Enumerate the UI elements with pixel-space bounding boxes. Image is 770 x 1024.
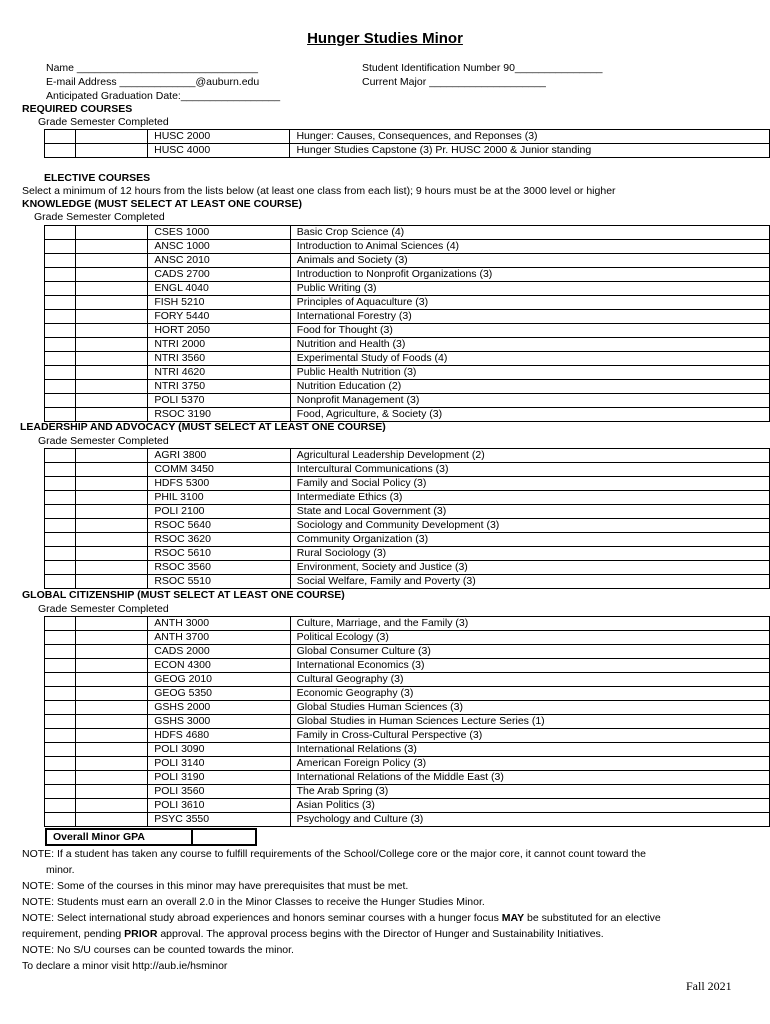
- course-row: [45, 366, 770, 380]
- semester-cell[interactable]: [75, 701, 147, 715]
- semester-cell[interactable]: [75, 673, 147, 687]
- semester-cell[interactable]: [75, 254, 148, 268]
- course-title: Social Welfare, Family and Poverty (3): [290, 575, 769, 589]
- semester-cell[interactable]: [75, 617, 147, 631]
- grade-cell[interactable]: [45, 254, 76, 268]
- course-title: Asian Politics (3): [290, 799, 769, 813]
- course-row: [45, 715, 770, 729]
- grade-cell[interactable]: [45, 631, 76, 645]
- semester-cell[interactable]: [75, 561, 148, 575]
- course-code: RSOC 3620: [148, 533, 290, 547]
- course-title: Public Health Nutrition (3): [290, 366, 769, 380]
- semester-cell[interactable]: [75, 282, 148, 296]
- semester-cell[interactable]: [75, 477, 148, 491]
- semester-cell[interactable]: [75, 813, 147, 827]
- email-field[interactable]: E-mail Address _____________@auburn.edu: [46, 76, 260, 88]
- course-code: PSYC 3550: [148, 813, 290, 827]
- grade-cell[interactable]: [45, 240, 76, 254]
- leadership-column-header: Grade Semester Completed: [38, 435, 169, 447]
- grade-cell[interactable]: [45, 533, 76, 547]
- course-title: Rural Sociology (3): [290, 547, 769, 561]
- course-title: Economic Geography (3): [290, 687, 769, 701]
- course-row: [45, 394, 770, 408]
- course-title: American Foreign Policy (3): [290, 757, 769, 771]
- course-row: [45, 673, 770, 687]
- course-row: [45, 533, 770, 547]
- overall-gpa-label: Overall Minor GPA: [47, 830, 193, 844]
- semester-cell[interactable]: [75, 743, 147, 757]
- grade-cell[interactable]: [45, 296, 76, 310]
- course-row: [45, 254, 770, 268]
- note-4: NOTE: Select international study abroad experiences and honors seminar courses with a hunger focus MAY be substituted for an elective: [22, 912, 661, 924]
- course-code: NTRI 3750: [148, 380, 290, 394]
- course-row: [45, 338, 770, 352]
- semester-cell[interactable]: [75, 729, 147, 743]
- grade-cell[interactable]: [45, 282, 76, 296]
- semester-cell[interactable]: [75, 226, 148, 240]
- course-title: Intermediate Ethics (3): [290, 491, 769, 505]
- course-code: FORY 5440: [148, 310, 290, 324]
- course-code: CSES 1000: [148, 226, 290, 240]
- course-title: Global Studies in Human Sciences Lecture Series (1): [290, 715, 769, 729]
- note-2: NOTE: Some of the courses in this minor may have prerequisites that must be met.: [22, 880, 409, 892]
- grade-cell[interactable]: [45, 338, 76, 352]
- course-row: [45, 505, 770, 519]
- grade-cell[interactable]: [45, 547, 76, 561]
- semester-cell[interactable]: [75, 533, 148, 547]
- course-row: [45, 631, 770, 645]
- course-row: [45, 757, 770, 771]
- grade-cell[interactable]: [45, 226, 76, 240]
- course-code: RSOC 5510: [148, 575, 290, 589]
- course-title: Food, Agriculture, & Society (3): [290, 408, 769, 422]
- course-title: International Relations of the Middle East (3): [290, 771, 769, 785]
- course-code: AGRI 3800: [148, 449, 290, 463]
- name-field[interactable]: Name _______________________________: [46, 62, 258, 74]
- grade-cell[interactable]: [45, 366, 76, 380]
- course-row: [45, 268, 770, 282]
- semester-cell[interactable]: [75, 505, 148, 519]
- grade-cell[interactable]: [45, 785, 76, 799]
- grade-cell[interactable]: [45, 701, 76, 715]
- course-row: [45, 813, 770, 827]
- course-code: GEOG 2010: [148, 673, 290, 687]
- grade-cell[interactable]: [45, 310, 76, 324]
- course-row: [45, 729, 770, 743]
- course-title: Introduction to Nonprofit Organizations (3): [290, 268, 769, 282]
- grade-cell[interactable]: [45, 617, 76, 631]
- grade-cell[interactable]: [45, 352, 76, 366]
- course-code: RSOC 5640: [148, 519, 290, 533]
- course-title: Political Ecology (3): [290, 631, 769, 645]
- course-code: POLI 3560: [148, 785, 290, 799]
- course-title: Hunger: Causes, Consequences, and Reponses (3): [290, 130, 770, 144]
- semester-cell[interactable]: [75, 296, 148, 310]
- course-title: Family and Social Policy (3): [290, 477, 769, 491]
- current-major-field[interactable]: Current Major ____________________: [362, 76, 546, 88]
- course-code: HORT 2050: [148, 324, 290, 338]
- course-row: [45, 408, 770, 422]
- course-title: Culture, Marriage, and the Family (3): [290, 617, 769, 631]
- course-row: [45, 324, 770, 338]
- course-row: [45, 477, 770, 491]
- semester-cell[interactable]: [75, 799, 147, 813]
- note-3: NOTE: Students must earn an overall 2.0 in the Minor Classes to receive the Hunger Studies Minor.: [22, 896, 485, 908]
- note-4-emphasis-2: PRIOR: [124, 928, 158, 940]
- course-row: [45, 519, 770, 533]
- course-code: POLI 3140: [148, 757, 290, 771]
- grade-cell[interactable]: [45, 799, 76, 813]
- semester-cell[interactable]: [75, 324, 148, 338]
- course-title: Principles of Aquaculture (3): [290, 296, 769, 310]
- semester-cell[interactable]: [75, 575, 148, 589]
- course-row: [45, 380, 770, 394]
- course-title: Psychology and Culture (3): [290, 813, 769, 827]
- semester-cell[interactable]: [75, 519, 148, 533]
- course-title: International Economics (3): [290, 659, 769, 673]
- course-title: State and Local Government (3): [290, 505, 769, 519]
- grade-cell[interactable]: [45, 659, 76, 673]
- knowledge-column-header: Grade Semester Completed: [34, 211, 165, 223]
- course-code: POLI 5370: [148, 394, 290, 408]
- course-code: HDFS 5300: [148, 477, 290, 491]
- grade-cell[interactable]: [45, 408, 76, 422]
- course-code: ANTH 3700: [148, 631, 290, 645]
- required-heading: REQUIRED COURSES: [22, 103, 133, 115]
- semester-cell[interactable]: [75, 380, 148, 394]
- semester-cell[interactable]: [75, 240, 148, 254]
- semester-cell[interactable]: [75, 366, 148, 380]
- course-title: Food for Thought (3): [290, 324, 769, 338]
- course-code: NTRI 3560: [148, 352, 290, 366]
- grade-cell[interactable]: [45, 757, 76, 771]
- grade-cell[interactable]: [45, 687, 76, 701]
- grade-cell[interactable]: [45, 491, 76, 505]
- course-code: GEOG 5350: [148, 687, 290, 701]
- course-row: [45, 687, 770, 701]
- course-row: [45, 617, 770, 631]
- page-title: Hunger Studies Minor: [307, 30, 463, 47]
- graduation-date-field[interactable]: Anticipated Graduation Date:_________________: [46, 90, 281, 102]
- semester-cell[interactable]: [75, 659, 147, 673]
- course-code: COMM 3450: [148, 463, 290, 477]
- semester-cell[interactable]: [75, 310, 148, 324]
- course-row: [45, 296, 770, 310]
- course-title: The Arab Spring (3): [290, 785, 769, 799]
- course-code: CADS 2000: [148, 645, 290, 659]
- course-code: ECON 4300: [148, 659, 290, 673]
- course-code: ENGL 4040: [148, 282, 290, 296]
- note-1: NOTE: If a student has taken any course to fulfill requirements of the School/College core or the major core, it cannot count toward the: [22, 848, 646, 860]
- course-title: Nutrition Education (2): [290, 380, 769, 394]
- course-title: Cultural Geography (3): [290, 673, 769, 687]
- course-code: PHIL 3100: [148, 491, 290, 505]
- course-row: [45, 799, 770, 813]
- course-row: [45, 144, 770, 158]
- course-row: [45, 575, 770, 589]
- grade-cell[interactable]: [45, 505, 76, 519]
- course-row: [45, 226, 770, 240]
- grade-cell[interactable]: [45, 729, 76, 743]
- course-row: [45, 463, 770, 477]
- semester-cell[interactable]: [75, 771, 147, 785]
- knowledge-courses-table: [44, 225, 770, 422]
- semester-cell[interactable]: [75, 645, 147, 659]
- grade-cell[interactable]: [45, 130, 76, 144]
- course-row: [45, 547, 770, 561]
- course-code: GSHS 2000: [148, 701, 290, 715]
- semester-cell[interactable]: [75, 408, 148, 422]
- grade-cell[interactable]: [45, 561, 76, 575]
- grade-cell[interactable]: [45, 519, 76, 533]
- course-row: [45, 240, 770, 254]
- course-title: Community Organization (3): [290, 533, 769, 547]
- grade-cell[interactable]: [45, 449, 76, 463]
- global-courses-table: [44, 616, 770, 827]
- course-title: Nutrition and Health (3): [290, 338, 769, 352]
- course-title: Family in Cross-Cultural Perspective (3): [290, 729, 769, 743]
- semester-cell[interactable]: [75, 394, 148, 408]
- course-code: POLI 3610: [148, 799, 290, 813]
- course-code: POLI 3190: [148, 771, 290, 785]
- semester-cell[interactable]: [75, 338, 148, 352]
- course-code: RSOC 3190: [148, 408, 290, 422]
- grade-cell[interactable]: [45, 743, 76, 757]
- overall-gpa-field[interactable]: [193, 830, 255, 844]
- course-title: Introduction to Animal Sciences (4): [290, 240, 769, 254]
- course-row: [45, 282, 770, 296]
- course-row: [45, 449, 770, 463]
- course-title: Basic Crop Science (4): [290, 226, 769, 240]
- course-row: [45, 701, 770, 715]
- grade-cell[interactable]: [45, 673, 76, 687]
- course-title: Agricultural Leadership Development (2): [290, 449, 769, 463]
- elective-heading: ELECTIVE COURSES: [44, 172, 151, 184]
- semester-cell[interactable]: [75, 687, 147, 701]
- course-title: Environment, Society and Justice (3): [290, 561, 769, 575]
- course-code: NTRI 2000: [148, 338, 290, 352]
- course-title: Nonprofit Management (3): [290, 394, 769, 408]
- note-1-cont: minor.: [46, 864, 75, 876]
- course-code: CADS 2700: [148, 268, 290, 282]
- course-code: ANSC 2010: [148, 254, 290, 268]
- course-code: POLI 3090: [148, 743, 290, 757]
- course-row: [45, 743, 770, 757]
- declare-minor-link[interactable]: To declare a minor visit http://aub.ie/hsminor: [22, 960, 228, 972]
- course-title: Sociology and Community Development (3): [290, 519, 769, 533]
- grade-cell[interactable]: [45, 645, 76, 659]
- semester-cell[interactable]: [75, 757, 147, 771]
- course-title: International Relations (3): [290, 743, 769, 757]
- course-title: International Forestry (3): [290, 310, 769, 324]
- course-code: POLI 2100: [148, 505, 290, 519]
- required-courses-table: [44, 129, 770, 158]
- course-code: RSOC 3560: [148, 561, 290, 575]
- semester-cell[interactable]: [75, 547, 148, 561]
- course-row: [45, 491, 770, 505]
- elective-instructions: Select a minimum of 12 hours from the lists below (at least one class from each list); 9 hours must be at the 3000 level or higher: [22, 185, 616, 197]
- semester-cell[interactable]: [75, 631, 147, 645]
- course-row: [45, 785, 770, 799]
- semester-cell[interactable]: [75, 463, 148, 477]
- course-title: Intercultural Communications (3): [290, 463, 769, 477]
- note-4-cont: requirement, pending PRIOR approval. The approval process begins with the Director of Hunger and Sustainability Initiatives.: [22, 928, 604, 940]
- course-code: ANTH 3000: [148, 617, 290, 631]
- overall-gpa-box: [45, 828, 257, 846]
- grade-cell[interactable]: [45, 324, 76, 338]
- course-title: Animals and Society (3): [290, 254, 769, 268]
- course-title: Experimental Study of Foods (4): [290, 352, 769, 366]
- course-row: [45, 659, 770, 673]
- grade-cell[interactable]: [45, 477, 76, 491]
- footer-term: Fall 2021: [686, 979, 732, 993]
- semester-cell[interactable]: [75, 130, 147, 144]
- grade-cell[interactable]: [45, 715, 76, 729]
- note-5: NOTE: No S/U courses can be counted towards the minor.: [22, 944, 294, 956]
- grade-cell[interactable]: [45, 144, 76, 158]
- global-heading: GLOBAL CITIZENSHIP (MUST SELECT AT LEAST ONE COURSE): [22, 589, 345, 601]
- leadership-courses-table: [44, 448, 770, 589]
- course-title: Global Consumer Culture (3): [290, 645, 769, 659]
- semester-cell[interactable]: [75, 449, 148, 463]
- required-column-header: Grade Semester Completed: [38, 116, 169, 128]
- course-title: Public Writing (3): [290, 282, 769, 296]
- course-code: HDFS 4680: [148, 729, 290, 743]
- course-row: [45, 645, 770, 659]
- semester-cell[interactable]: [75, 352, 148, 366]
- course-title: Global Studies Human Sciences (3): [290, 701, 769, 715]
- semester-cell[interactable]: [75, 144, 147, 158]
- grade-cell[interactable]: [45, 394, 76, 408]
- semester-cell[interactable]: [75, 785, 147, 799]
- course-row: [45, 352, 770, 366]
- course-code: FISH 5210: [148, 296, 290, 310]
- grade-cell[interactable]: [45, 380, 76, 394]
- course-title: Hunger Studies Capstone (3) Pr. HUSC 2000 & Junior standing: [290, 144, 770, 158]
- semester-cell[interactable]: [75, 715, 147, 729]
- course-code: ANSC 1000: [148, 240, 290, 254]
- course-code: HUSC 2000: [148, 130, 290, 144]
- knowledge-heading: KNOWLEDGE (MUST SELECT AT LEAST ONE COURSE): [22, 198, 302, 210]
- student-id-field[interactable]: Student Identification Number 90_______________: [362, 62, 603, 74]
- grade-cell[interactable]: [45, 771, 76, 785]
- grade-cell[interactable]: [45, 575, 76, 589]
- course-code: NTRI 4620: [148, 366, 290, 380]
- note-4-emphasis: MAY: [501, 912, 525, 924]
- course-code: GSHS 3000: [148, 715, 290, 729]
- grade-cell[interactable]: [45, 463, 76, 477]
- semester-cell[interactable]: [75, 491, 148, 505]
- course-row: [45, 130, 770, 144]
- semester-cell[interactable]: [75, 268, 148, 282]
- course-code: HUSC 4000: [148, 144, 290, 158]
- course-row: [45, 310, 770, 324]
- grade-cell[interactable]: [45, 813, 76, 827]
- course-code: RSOC 5610: [148, 547, 290, 561]
- global-column-header: Grade Semester Completed: [38, 603, 169, 615]
- course-row: [45, 561, 770, 575]
- leadership-heading: LEADERSHIP AND ADVOCACY (MUST SELECT AT LEAST ONE COURSE): [20, 421, 386, 433]
- course-row: [45, 771, 770, 785]
- grade-cell[interactable]: [45, 268, 76, 282]
